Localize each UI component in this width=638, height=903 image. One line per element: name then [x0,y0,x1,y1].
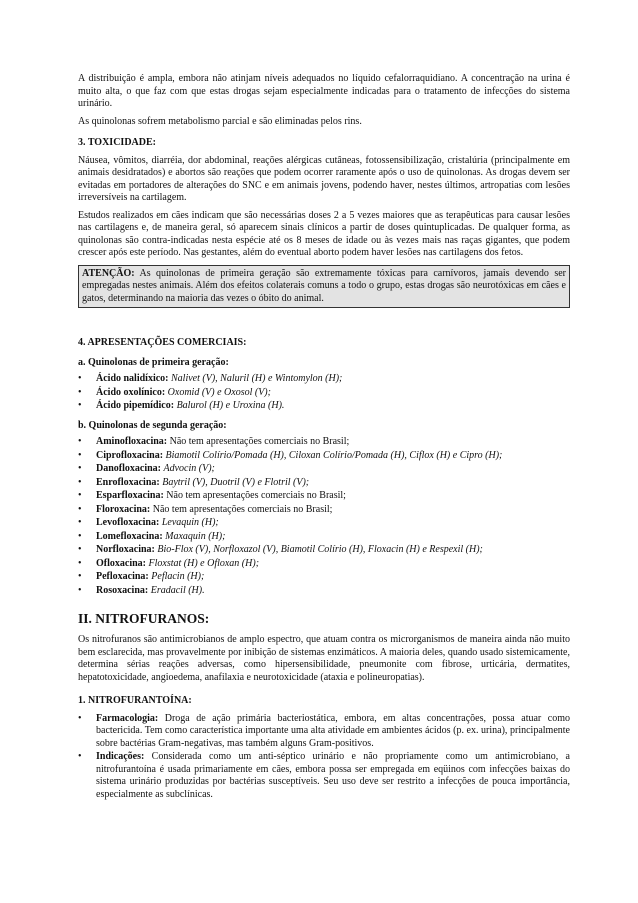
bullet-icon: • [78,476,82,488]
list-item: • Aminofloxacina: Não tem apresentações comerciais no Brasil; [78,436,350,447]
list-item: • Pefloxacina: Peflacin (H); [78,571,205,582]
first-generation-heading: a. Quinolonas de primeira geração: [78,356,229,368]
list-item: • Norfloxacina: Bio-Flox (V), Norfloxazol (V), Biamotil Colírio (H), Floxacin (H) e Respexil (H); [78,544,483,555]
list-item: • Ácido pipemídico: Balurol (H) e Uroxina (H). [78,400,285,411]
list-item: • Floroxacina: Não tem apresentações comerciais no Brasil; [78,503,333,515]
toxicity-paragraph-2: Estudos realizados em cães indicam que são necessárias doses 2 a 5 vezes maiores que as terapêuticas para causar lesões nas cartilagens e, de maneira geral, só aparecem sinais clínicos a partir de doses quintuplicadas. De qualquer forma, as quinolonas são contra-indicadas nesta espécie até os 8 meses de idade ou às vezes mais nas raças gigantes, que podem crescer após este período. Nas gestantes, além do eventual aborto podem haver lesões nas cartilagens dos fetos. [78,209,570,258]
list-item: • Ofloxacina: Floxstat (H) e Ofloxan (H); [78,557,260,569]
nitrofuranos-heading: II. NITROFURANOS: [78,611,210,626]
warning-label: ATENÇÃO: [82,267,135,279]
toxicity-heading: 3. TOXICIDADE: [78,137,156,148]
bullet-icon: • [78,400,82,411]
list-item: • Farmacologia: Droga de ação primária bacteriostática, embora, em altas concentrações, possa atuar como bactericida. Tem como característica importante uma alta atividade em ambientes ácidos (p. ex. urina), principalmente sobre bactérias Gram-negativas, mas também alguns Gram-positivos. [78,712,570,749]
intro-paragraph-1: A distribuição é ampla, embora não atinjam níveis adequados no líquido cefalorraquidiano. A concentração na urina é muito alta, o que faz com que estas drogas sejam especialmente indicadas para o tratamento de infecções do sistema urinário. [78,73,570,109]
bullet-icon: • [78,530,82,542]
bullet-icon: • [78,712,82,724]
list-item: • Danofloxacina: Advocin (V); [78,463,215,474]
nitrofurantoina-list [78,713,570,802]
presentations-heading: 4. APRESENTAÇÕES COMERCIAIS: [78,337,247,348]
bullet-icon: • [78,373,82,384]
bullet-icon: • [78,557,82,569]
bullet-icon: • [78,386,82,398]
list-item: • Ácido oxolínico: Oxomid (V) e Oxosol (V); [78,386,271,398]
second-generation-list [78,436,570,597]
bullet-icon: • [78,503,82,515]
bullet-icon: • [78,463,82,474]
bullet-icon: • [78,517,82,528]
toxicity-paragraph-1: Náusea, vômitos, diarréia, dor abdominal, reações alérgicas cutâneas, fotossensibilização, cristalúria (principalmente em animais desidratados) e abortos são reações que podem ocorrer raramente após o uso de quinolonas. As drogas devem ser evitadas em portadores de alterações do SNC e em animais jovens, podendo haver, nestes últimos, artropatias com lesões irreversíveis na cartilagem. [78,154,570,203]
list-item: • Lomefloxacina: Maxaquin (H); [78,530,226,542]
list-item: • Rosoxacina: Eradacil (H). [78,584,205,596]
list-item: • Indicações: Considerada como um anti-séptico urinário e não propriamente como um antimicrobiano, a nitrofurantoína é usada primariamente em cães, embora possa ser empregada em eqüinos com infecções baixas do sistema urinário produzidas por bactérias susceptíveis. Seu uso deve ser restrito a infecções de pouca importância, especialmente as subclínicas. [78,751,570,800]
bullet-icon: • [78,449,82,461]
bullet-icon: • [78,490,82,501]
list-item: • Levofloxacina: Levaquin (H); [78,517,219,528]
nitrofurantoina-heading: 1. NITROFURANTOÍNA: [78,695,192,706]
warning-text: As quinolonas de primeira geração são extremamente tóxicas para carnívoros, jamais devendo ser empregadas nestes animais. Além dos efeitos colaterais comuns a todo o grupo, estas drogas são neurotóxicas em cães e gatos, determinando na maioria das vezes o óbito do animal. [82,267,566,304]
list-item: • Ciprofloxacina: Biamotil Colírio/Pomada (H), Ciloxan Colírio/Pomada (H), Ciflox (H) e Cipro (H); [78,449,503,461]
bullet-icon: • [78,544,82,555]
bullet-icon: • [78,436,82,447]
bullet-icon: • [78,751,82,762]
bullet-icon: • [78,571,82,582]
list-item: • Esparfloxacina: Não tem apresentações comerciais no Brasil; [78,490,346,501]
second-generation-heading: b. Quinolonas de segunda geração: [78,419,227,431]
list-item: • Ácido nalidíxico: Nalivet (V), Naluril (H) e Wintomylon (H); [78,373,343,384]
nitrofuranos-paragraph: Os nitrofuranos são antimicrobianos de amplo espectro, que atuam contra os microrganismos de maneira ainda não muito bem esclarecida, mas provavelmente por inibição de sistemas enzimáticos. A maioria deles, quando usado sistemicamente, determina sérias reações adversas, como hipersensibilidade, pneumonite com fibrose, urticária, dermatites, hepatotoxicidade, angioedema, anafilaxia e neurotoxicidade (ataxia e polineuropatias). [78,634,570,683]
list-item: • Enrofloxacina: Baytril (V), Duotril (V) e Flotril (V); [78,476,310,488]
warning-box [78,265,570,309]
bullet-icon: • [78,584,82,596]
intro-paragraph-2: As quinolonas sofrem metabolismo parcial e são eliminadas pelos rins. [78,115,362,127]
first-generation-list [78,373,570,413]
